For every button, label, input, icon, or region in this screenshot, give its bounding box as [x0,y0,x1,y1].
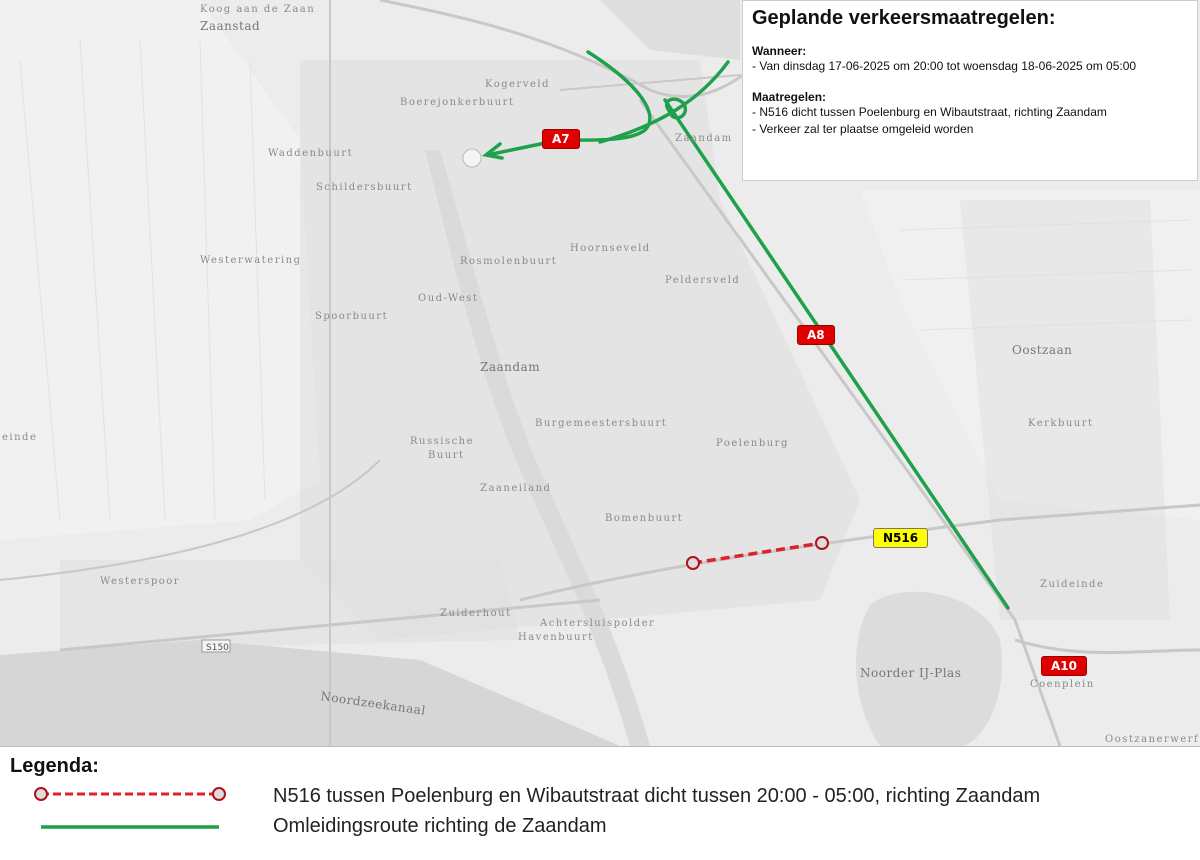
place-label: Buurt [428,450,465,461]
place-label: Burgemeestersbuurt [535,418,668,429]
place-label: Spoorbuurt [315,311,389,322]
place-label: Zaaneiland [480,483,552,494]
closure-legend-symbol [35,788,225,800]
place-label: Havenbuurt [518,632,594,643]
legend-symbols [30,783,230,843]
when-line: - Van dinsdag 17-06-2025 om 20:00 tot woensdag 18-06-2025 om 05:00 [752,59,1137,73]
place-label: Peldersveld [665,275,741,286]
closure-start-marker [687,557,699,569]
place-label: Westerwatering [200,255,302,266]
s150-shield [202,640,230,653]
roundabout [463,149,481,167]
place-label: Westerspoor [100,576,181,587]
measures-label: Maatregelen: [752,90,827,104]
closure-end-marker [816,537,828,549]
place-label: Rosmolenbuurt [460,256,558,267]
legend [0,746,1200,860]
place-label: Zuiderhout [440,608,512,619]
place-label: Oostzaan [1012,343,1073,357]
n516-road-shield: N516 [873,528,928,548]
info-panel [742,0,1198,181]
measure-line: - N516 dicht tussen Poelenburg en Wibautstraat, richting Zaandam [752,105,1107,119]
place-label: Bomenbuurt [605,513,684,524]
place-label: Kogerveld [485,79,550,90]
place-label: Zaandam [480,360,541,374]
place-label: Schildersbuurt [316,182,413,193]
when-label: Wanneer: [752,44,807,58]
place-label: Hoornseveld [570,243,651,254]
a8-road-shield: A8 [797,325,835,345]
legend-title: Legenda: [10,755,99,777]
place-label: Achtersluispolder [540,618,656,629]
place-label: Zaandam [675,133,733,144]
legend-item-detour: Omleidingsroute richting de Zaandam [273,815,607,837]
measure-line: - Verkeer zal ter plaatse omgeleid worden [752,122,974,136]
place-label: Kerkbuurt [1028,418,1094,429]
place-label: Coenplein [1030,679,1095,690]
place-label: Boerejonkerbuurt [400,97,515,108]
place-label: Koog aan de Zaan [200,4,316,15]
place-label: einde [2,432,38,443]
place-label: Noorder IJ-Plas [860,666,962,680]
place-label: Oud-West [418,293,479,304]
place-label: Zaanstad [200,19,261,33]
place-label: Waddenbuurt [268,148,354,159]
info-title: Geplande verkeersmaatregelen: [752,7,1056,29]
place-label: Russische [410,436,475,447]
a10-road-shield: A10 [1041,656,1087,676]
legend-item-closure: N516 tussen Poelenburg en Wibautstraat dicht tussen 20:00 - 05:00, richting Zaandam [273,785,1041,807]
svg-text:S150: S150 [206,643,229,653]
place-label: Oostzanerwerf [1105,734,1200,745]
place-label: Noordzeekanaal [319,689,427,718]
place-label: Zuideinde [1040,579,1105,590]
place-label: Poelenburg [716,438,789,449]
a7-road-shield: A7 [542,129,580,149]
